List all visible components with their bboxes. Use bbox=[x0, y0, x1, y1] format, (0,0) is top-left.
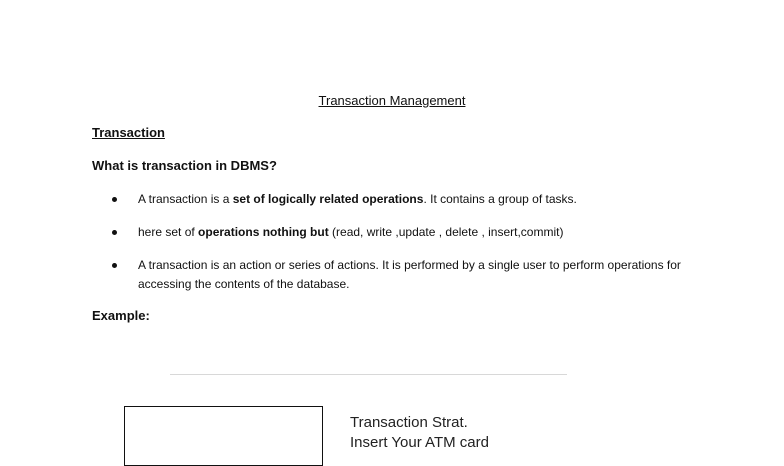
bullet-text: here set of bbox=[138, 225, 199, 239]
section-heading: Transaction bbox=[92, 125, 165, 140]
bullet-dot-icon bbox=[112, 263, 117, 268]
figure-line-1: Transaction Strat. bbox=[350, 414, 468, 431]
bullet-dot-icon bbox=[112, 197, 117, 202]
figure-line-2: Insert Your ATM card bbox=[350, 434, 489, 451]
bullet-dot-icon bbox=[112, 230, 117, 235]
bullet-text: A transaction is a bbox=[138, 192, 233, 206]
bullet-list bbox=[92, 190, 692, 308]
bullet-emphasis: operations nothing but bbox=[198, 225, 333, 239]
figure-box bbox=[124, 406, 323, 466]
bullet-item bbox=[92, 190, 692, 209]
question-heading: What is transaction in DBMS? bbox=[92, 158, 277, 173]
divider bbox=[170, 374, 567, 375]
bullet-item bbox=[92, 256, 692, 294]
bullet-text-end: . It contains a group of tasks. bbox=[423, 192, 577, 206]
page-title: Transaction Management bbox=[318, 93, 466, 108]
bullet-text-end: (read, write ,update , delete , insert,commit) bbox=[332, 225, 564, 239]
bullet-text: A transaction is an action or series of actions. It is performed by a single user to perform operations for accessing the contents of the database. bbox=[138, 258, 681, 291]
bullet-item bbox=[92, 223, 692, 242]
figure-caption bbox=[350, 413, 489, 453]
bullet-emphasis: set of logically related operations bbox=[232, 192, 424, 206]
example-label: Example: bbox=[92, 308, 150, 323]
